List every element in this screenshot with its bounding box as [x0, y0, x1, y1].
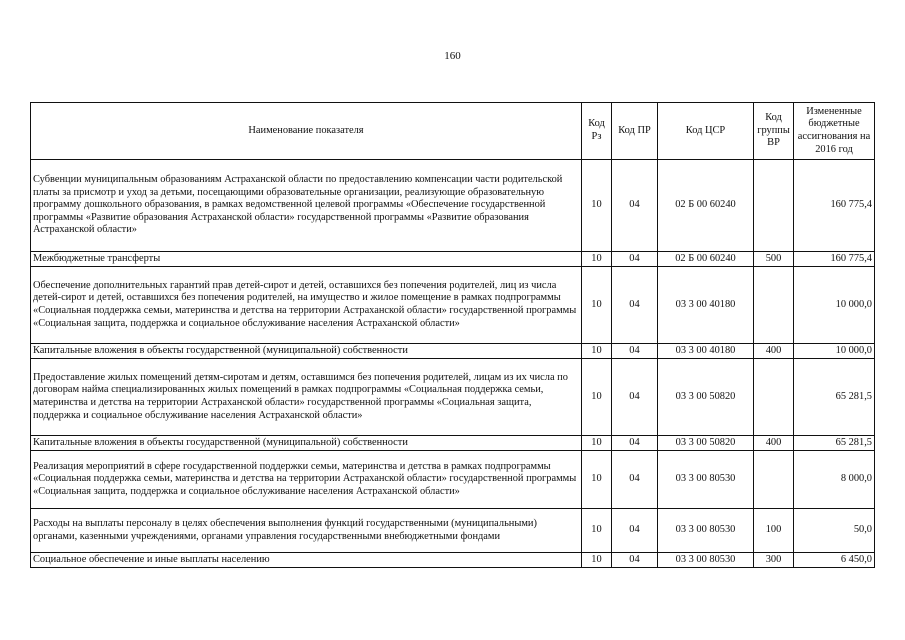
table-header	[31, 103, 875, 160]
row-vr: 400	[754, 436, 794, 451]
page-number: 160	[444, 50, 461, 62]
row-pr: 04	[612, 359, 658, 436]
row-vr	[754, 451, 794, 509]
row-name: Капитальные вложения в объекты государственной (муниципальной) собственности	[31, 344, 582, 359]
table-row	[31, 553, 875, 568]
row-amount: 50,0	[794, 509, 875, 553]
table-row	[31, 436, 875, 451]
header-amount: Измененные бюджетные ассигнования на 2016 год	[794, 103, 875, 160]
row-vr: 500	[754, 252, 794, 267]
header-csr: Код ЦСР	[658, 103, 754, 160]
row-csr: 03 3 00 40180	[658, 344, 754, 359]
row-rz: 10	[582, 252, 612, 267]
row-vr: 100	[754, 509, 794, 553]
budget-table	[30, 102, 875, 568]
row-name: Расходы на выплаты персоналу в целях обеспечения выполнения функций государственными (муниципальными) органами, казенными учреждениями, органами управления государственными внебюджетными фондами	[31, 509, 582, 553]
row-rz: 10	[582, 451, 612, 509]
table-row	[31, 344, 875, 359]
row-rz: 10	[582, 160, 612, 252]
row-vr	[754, 267, 794, 344]
row-name: Реализация мероприятий в сфере государственной поддержки семьи, материнства и детства в рамках подпрограммы «Социальная поддержка семьи, материнства и детства на территории Астраханской области» государственной программы «Социальная защита, поддержка и социальное обслуживание населения Астраханской области»	[31, 451, 582, 509]
row-pr: 04	[612, 451, 658, 509]
row-rz: 10	[582, 359, 612, 436]
row-name: Предоставление жилых помещений детям-сиротам и детям, оставшимся без попечения родителей, лицам из их числа по договорам найма специализированных жилых помещений в рамках подпрограммы «Социальная поддержка семьи, материнства и детства на территории Астраханской области» государственной программы «Социальная защита, поддержка и социальное обслуживание населения Астраханской области»	[31, 359, 582, 436]
row-pr: 04	[612, 553, 658, 568]
row-vr	[754, 359, 794, 436]
row-amount: 8 000,0	[794, 451, 875, 509]
table-row	[31, 160, 875, 252]
row-pr: 04	[612, 509, 658, 553]
row-name: Межбюджетные трансферты	[31, 252, 582, 267]
row-rz: 10	[582, 436, 612, 451]
row-csr: 02 Б 00 60240	[658, 252, 754, 267]
row-amount: 160 775,4	[794, 252, 875, 267]
row-vr: 300	[754, 553, 794, 568]
row-pr: 04	[612, 252, 658, 267]
header-row	[31, 103, 875, 160]
row-amount: 65 281,5	[794, 436, 875, 451]
row-rz: 10	[582, 553, 612, 568]
table-body	[31, 160, 875, 568]
row-vr: 400	[754, 344, 794, 359]
row-csr: 03 3 00 50820	[658, 359, 754, 436]
row-csr: 02 Б 00 60240	[658, 160, 754, 252]
header-rz: Код Рз	[582, 103, 612, 160]
row-amount: 65 281,5	[794, 359, 875, 436]
row-amount: 10 000,0	[794, 344, 875, 359]
header-vr: Код группы ВР	[754, 103, 794, 160]
row-name: Субвенции муниципальным образованиям Астраханской области по предоставлению компенсации части родительской платы за присмотр и уход за детьми, посещающими образовательные организации, реализующие образовательную программу дошкольного образования, в рамках ведомственной целевой программы «Обеспечение государственной программы «Развитие образования Астраханской области» государственной программы «Развитие образования Астраханской области»	[31, 160, 582, 252]
row-rz: 10	[582, 267, 612, 344]
table-row	[31, 509, 875, 553]
table-row	[31, 359, 875, 436]
row-rz: 10	[582, 509, 612, 553]
row-csr: 03 3 00 40180	[658, 267, 754, 344]
row-pr: 04	[612, 344, 658, 359]
row-pr: 04	[612, 267, 658, 344]
row-csr: 03 3 00 80530	[658, 451, 754, 509]
header-pr: Код ПР	[612, 103, 658, 160]
table-row	[31, 252, 875, 267]
row-name: Обеспечение дополнительных гарантий прав детей-сирот и детей, оставшихся без попечения родителей, лиц из числа детей-сирот и детей, оставшихся без попечения родителей, на имущество и жилое помещение в рамках подпрограммы «Социальная поддержка семьи, материнства и детства на территории Астраханской области» государственной программы «Социальная защита, поддержка и социальное обслуживание населения Астраханской области»	[31, 267, 582, 344]
row-amount: 160 775,4	[794, 160, 875, 252]
row-amount: 10 000,0	[794, 267, 875, 344]
row-name: Капитальные вложения в объекты государственной (муниципальной) собственности	[31, 436, 582, 451]
row-csr: 03 3 00 80530	[658, 509, 754, 553]
row-name: Социальное обеспечение и иные выплаты населению	[31, 553, 582, 568]
row-csr: 03 3 00 80530	[658, 553, 754, 568]
row-pr: 04	[612, 436, 658, 451]
row-rz: 10	[582, 344, 612, 359]
row-pr: 04	[612, 160, 658, 252]
table-row	[31, 451, 875, 509]
table-row	[31, 267, 875, 344]
row-vr	[754, 160, 794, 252]
row-amount: 6 450,0	[794, 553, 875, 568]
row-csr: 03 3 00 50820	[658, 436, 754, 451]
header-name: Наименование показателя	[31, 103, 582, 160]
